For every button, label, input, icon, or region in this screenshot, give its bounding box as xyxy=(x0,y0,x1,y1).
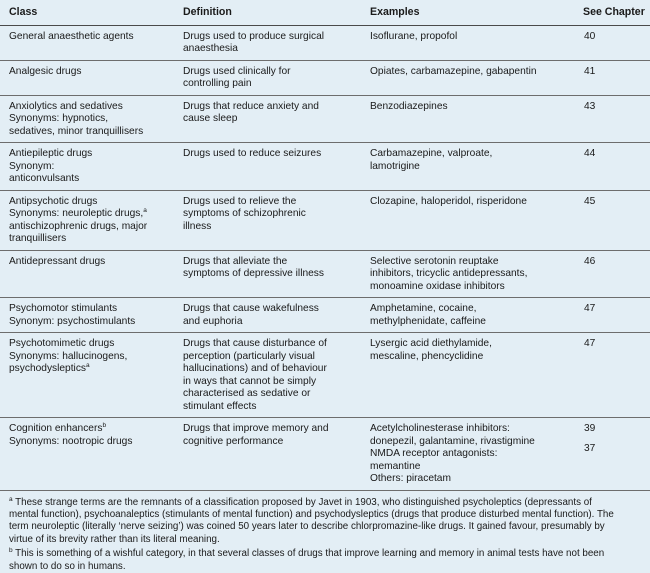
table-row xyxy=(0,418,650,491)
table-row xyxy=(0,190,650,250)
cell-class-line: psychodysleptics$^a$ xyxy=(9,362,90,374)
cell-chapter-line: 39 xyxy=(584,423,596,434)
cell-definition-line: symptoms of depressive illness xyxy=(183,268,324,279)
cell-class xyxy=(0,298,174,333)
cell-definition xyxy=(174,25,361,60)
cell-class xyxy=(0,95,174,143)
cell-chapter-line: 47 xyxy=(584,338,596,349)
cell-class xyxy=(0,143,174,191)
cell-examples-line: NMDA receptor antagonists: xyxy=(370,448,498,459)
header-class: Class xyxy=(0,0,174,25)
cell-class xyxy=(0,190,174,250)
cell-chapter-line: 40 xyxy=(584,30,596,42)
cell-definition xyxy=(174,95,361,143)
cell-examples-line: Carbamazepine, valproate, xyxy=(370,148,493,159)
cell-chapter xyxy=(574,95,650,143)
cell-examples-line: donepezil, galantamine, rivastigmine xyxy=(370,435,535,447)
table-body xyxy=(0,25,650,490)
cell-examples xyxy=(361,333,574,418)
footnote-a xyxy=(9,497,644,547)
cell-chapter-line xyxy=(584,436,646,443)
cell-examples-line: Lysergic acid diethylamide, xyxy=(370,338,492,349)
footnote-line: mental function), psychoanaleptics (stimulants of mental function) and psychodysleptics (drugs that produce disturbed mental function). The xyxy=(9,508,614,520)
cell-definition-line: Drugs that improve memory and xyxy=(183,423,329,434)
cell-definition-line: symptoms of schizophrenic xyxy=(183,208,306,219)
table-header-row xyxy=(0,0,650,25)
cell-examples-line: lamotrigine xyxy=(370,160,420,172)
cell-class-line: sedatives, minor tranquillisers xyxy=(9,125,144,137)
cell-examples-line: memantine xyxy=(370,460,421,472)
cell-class-line: Cognition enhancers$^b$ xyxy=(9,422,107,434)
cell-class-line: Synonyms: neuroleptic drugs,$^a$ xyxy=(9,207,147,219)
cell-definition xyxy=(174,190,361,250)
cell-class-line: Anxiolytics and sedatives xyxy=(9,100,123,112)
cell-examples-line: Benzodiazepines xyxy=(370,100,448,112)
cell-examples xyxy=(361,95,574,143)
cell-definition-line: Drugs used to reduce seizures xyxy=(183,148,322,159)
footnote-line: This is something of a wishful category, in that several classes of drugs that improve learning and memory in animal tests have not been xyxy=(12,548,605,560)
cell-chapter xyxy=(574,298,650,333)
footnote-line: term neuroleptic (literally ‘nerve seizing’) was coined 50 years later to describe chlorpromazine-like drugs. It gained favour, presumably by xyxy=(9,521,605,533)
footnote-marker: a xyxy=(86,362,90,369)
cell-chapter xyxy=(574,333,650,418)
table-row xyxy=(0,95,650,143)
header-definition: Definition xyxy=(174,0,361,25)
cell-definition-line: Drugs that cause disturbance of xyxy=(183,338,327,349)
cell-class-line: tranquillisers xyxy=(9,233,67,244)
table-row xyxy=(0,250,650,298)
header-chapter: See Chapter xyxy=(574,0,650,25)
footnote-line: These strange terms are the remnants of a classification proposed by Javet in 1903, who distinguished psycholeptics (depressants of xyxy=(12,496,592,508)
cell-chapter-line: 45 xyxy=(584,195,596,207)
cell-examples xyxy=(361,190,574,250)
cell-class-line: Synonyms: nootropic drugs xyxy=(9,435,133,447)
footnote-marker: b xyxy=(9,547,13,555)
cell-definition xyxy=(174,298,361,333)
footnote-line: shown to do so in humans. xyxy=(9,560,126,572)
cell-definition-line: and euphoria xyxy=(183,315,243,327)
cell-examples-line: monoamine oxidase inhibitors xyxy=(370,280,505,292)
cell-examples-line: Others: piracetam xyxy=(370,473,451,484)
cell-definition-line: Drugs used to relieve the xyxy=(183,195,297,207)
table-row xyxy=(0,143,650,191)
cell-examples-line: Opiates, carbamazepine, gabapentin xyxy=(370,65,537,77)
cell-chapter-line: 44 xyxy=(584,148,596,159)
cell-class-line: Synonym: psychostimulants xyxy=(9,315,136,327)
header-examples: Examples xyxy=(361,0,574,25)
cell-examples xyxy=(361,418,574,491)
cell-class-line: Antiepileptic drugs xyxy=(9,148,93,159)
cell-definition-line: illness xyxy=(183,220,212,232)
cell-chapter-line: 41 xyxy=(584,65,596,77)
cell-examples xyxy=(361,298,574,333)
cell-chapter xyxy=(574,25,650,60)
cell-examples-line: Amphetamine, cocaine, xyxy=(370,303,477,314)
cell-chapter-line: 47 xyxy=(584,303,596,314)
table-row xyxy=(0,333,650,418)
footnote-marker: a xyxy=(9,495,13,503)
cell-chapter-line: 43 xyxy=(584,100,596,112)
cell-definition-line: Drugs used to produce surgical xyxy=(183,30,325,42)
cell-class xyxy=(0,418,174,491)
cell-definition-line: hallucinations) and of behaviour xyxy=(183,363,327,374)
table-row xyxy=(0,25,650,60)
cell-definition-line: controlling pain xyxy=(183,78,252,89)
cell-class xyxy=(0,60,174,95)
cell-definition-line: perception (particularly visual xyxy=(183,350,315,362)
cell-class-line: Analgesic drugs xyxy=(9,65,82,77)
cell-definition-line: Drugs that cause wakefulness xyxy=(183,303,319,314)
table-row xyxy=(0,60,650,95)
cell-class-line: Antipsychotic drugs xyxy=(9,195,98,207)
cell-definition xyxy=(174,143,361,191)
table-row xyxy=(0,298,650,333)
cell-definition xyxy=(174,418,361,491)
cell-definition-line: characterised as sedative or xyxy=(183,388,311,399)
footnote-line: virtue of its brevity rather than its literal meaning. xyxy=(9,533,220,545)
cell-class-line: anticonvulsants xyxy=(9,173,80,184)
cell-chapter xyxy=(574,418,650,491)
cell-class-line: Psychomotor stimulants xyxy=(9,303,118,314)
cell-examples-line: mescaline, phencyclidine xyxy=(370,350,484,362)
cell-definition-line: Drugs that alleviate the xyxy=(183,255,288,267)
cell-chapter xyxy=(574,143,650,191)
cell-class xyxy=(0,25,174,60)
cell-definition xyxy=(174,333,361,418)
cell-definition-line: cause sleep xyxy=(183,113,238,124)
cell-class-line: Psychotomimetic drugs xyxy=(9,338,115,349)
cell-definition-line: anaesthesia xyxy=(183,43,238,54)
cell-definition-line: stimulant effects xyxy=(183,400,257,412)
cell-class-line: antischizophrenic drugs, major xyxy=(9,220,148,232)
footnote-marker: a xyxy=(143,207,147,214)
cell-definition-line: Drugs that reduce anxiety and xyxy=(183,100,319,112)
cell-class xyxy=(0,250,174,298)
cell-definition-line: in ways that cannot be simply xyxy=(183,375,317,387)
cell-examples-line: Acetylcholinesterase inhibitors: xyxy=(370,423,510,434)
cell-definition-line: cognitive performance xyxy=(183,435,284,447)
cell-definition xyxy=(174,60,361,95)
cell-class-line: Synonyms: hallucinogens, xyxy=(9,350,128,362)
cell-examples xyxy=(361,143,574,191)
cell-examples xyxy=(361,250,574,298)
cell-class-line: Synonyms: hypnotics, xyxy=(9,113,109,124)
cell-examples-line: Selective serotonin reuptake xyxy=(370,255,499,267)
cell-examples xyxy=(361,60,574,95)
cell-class xyxy=(0,333,174,418)
cell-chapter-line: 37 xyxy=(584,442,596,454)
cell-definition xyxy=(174,250,361,298)
cell-chapter xyxy=(574,190,650,250)
cell-chapter xyxy=(574,250,650,298)
cell-class-line: General anaesthetic agents xyxy=(9,30,134,42)
cell-examples-line: Isoflurane, propofol xyxy=(370,30,458,42)
cell-examples-line: inhibitors, tricyclic antidepressants, xyxy=(370,268,528,279)
cell-definition-line: Drugs used clinically for xyxy=(183,65,291,77)
cell-class-line: Antidepressant drugs xyxy=(9,255,106,267)
cell-chapter-line: 46 xyxy=(584,255,596,267)
cell-class-line: Synonym: xyxy=(9,160,55,172)
footnote-marker: b xyxy=(102,422,107,429)
cell-examples-line: methylphenidate, caffeine xyxy=(370,315,486,327)
cell-examples-line: Clozapine, haloperidol, risperidone xyxy=(370,195,527,207)
cell-examples xyxy=(361,25,574,60)
cell-chapter xyxy=(574,60,650,95)
